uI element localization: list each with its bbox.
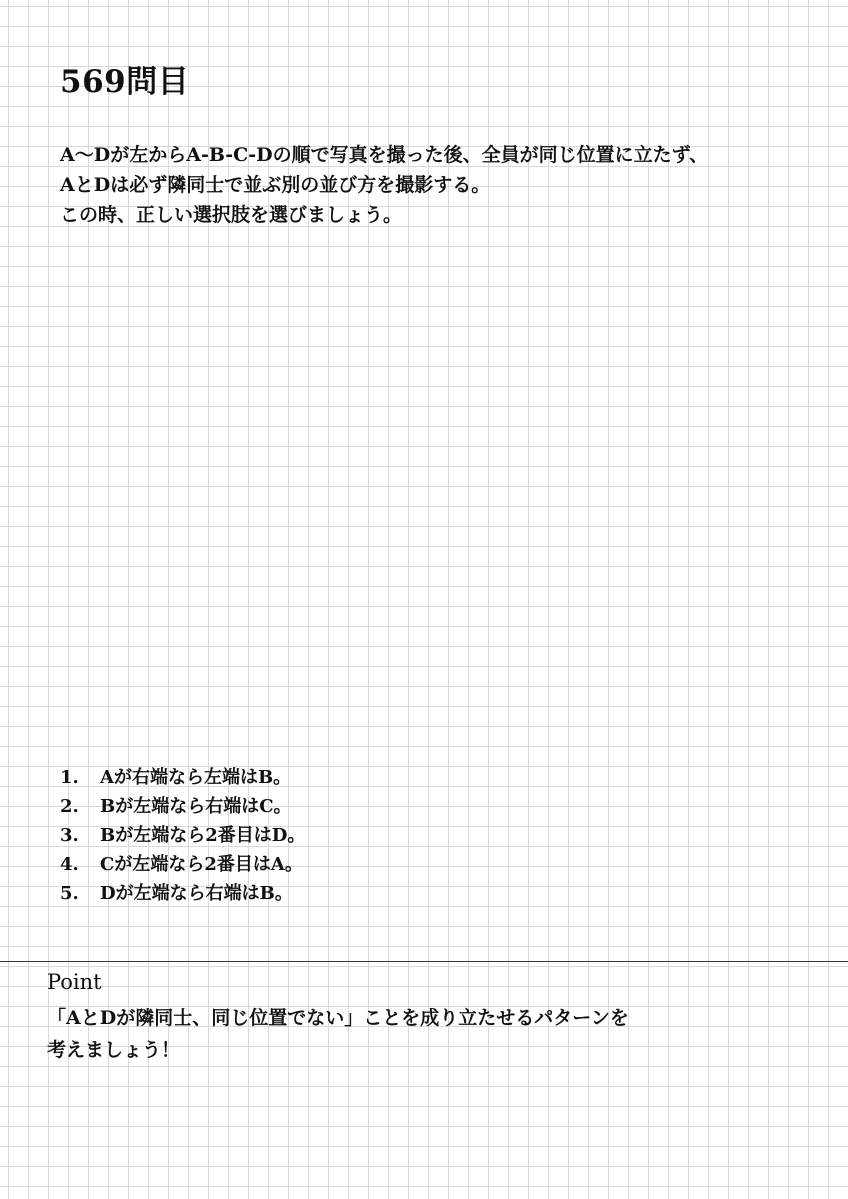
choice-list: [60, 763, 305, 908]
choice-number: 5.: [60, 883, 79, 904]
choice-number: 4.: [60, 854, 79, 875]
choice-item-2: [60, 792, 305, 821]
section-divider: [0, 961, 848, 962]
choice-text: Bが左端なら2番目はD。: [100, 825, 306, 846]
question-line: この時、正しい選択肢を選びましょう。: [60, 204, 403, 226]
choice-number: 2.: [60, 796, 79, 817]
choice-text: Dが左端なら右端はB。: [100, 883, 293, 904]
page-title: 569問目: [60, 64, 190, 100]
choice-item-3: [60, 821, 305, 850]
point-line: 「AとDが隣同士、同じ位置でない」ことを成り立たせるパターンを: [47, 1007, 629, 1029]
point-text: [47, 1002, 787, 1066]
choice-item-1: [60, 763, 305, 792]
choice-item-5: [60, 879, 305, 908]
choice-number: 1.: [60, 767, 79, 788]
choice-text: Cが左端なら2番目はA。: [100, 854, 303, 875]
choice-text: Aが右端なら左端はB。: [100, 767, 292, 788]
point-heading: Point: [47, 970, 102, 994]
point-line: 考えましょう！: [47, 1039, 181, 1061]
choice-text: Bが左端なら右端はC。: [100, 796, 292, 817]
question-text: [60, 140, 800, 230]
question-line: A〜Dが左からA-B-C-Dの順で写真を撮った後、全員が同じ位置に立たず、: [60, 144, 709, 166]
question-line: AとDは必ず隣同士で並ぶ別の並び方を撮影する。: [60, 174, 491, 196]
choice-item-4: [60, 850, 305, 879]
choice-number: 3.: [60, 825, 79, 846]
